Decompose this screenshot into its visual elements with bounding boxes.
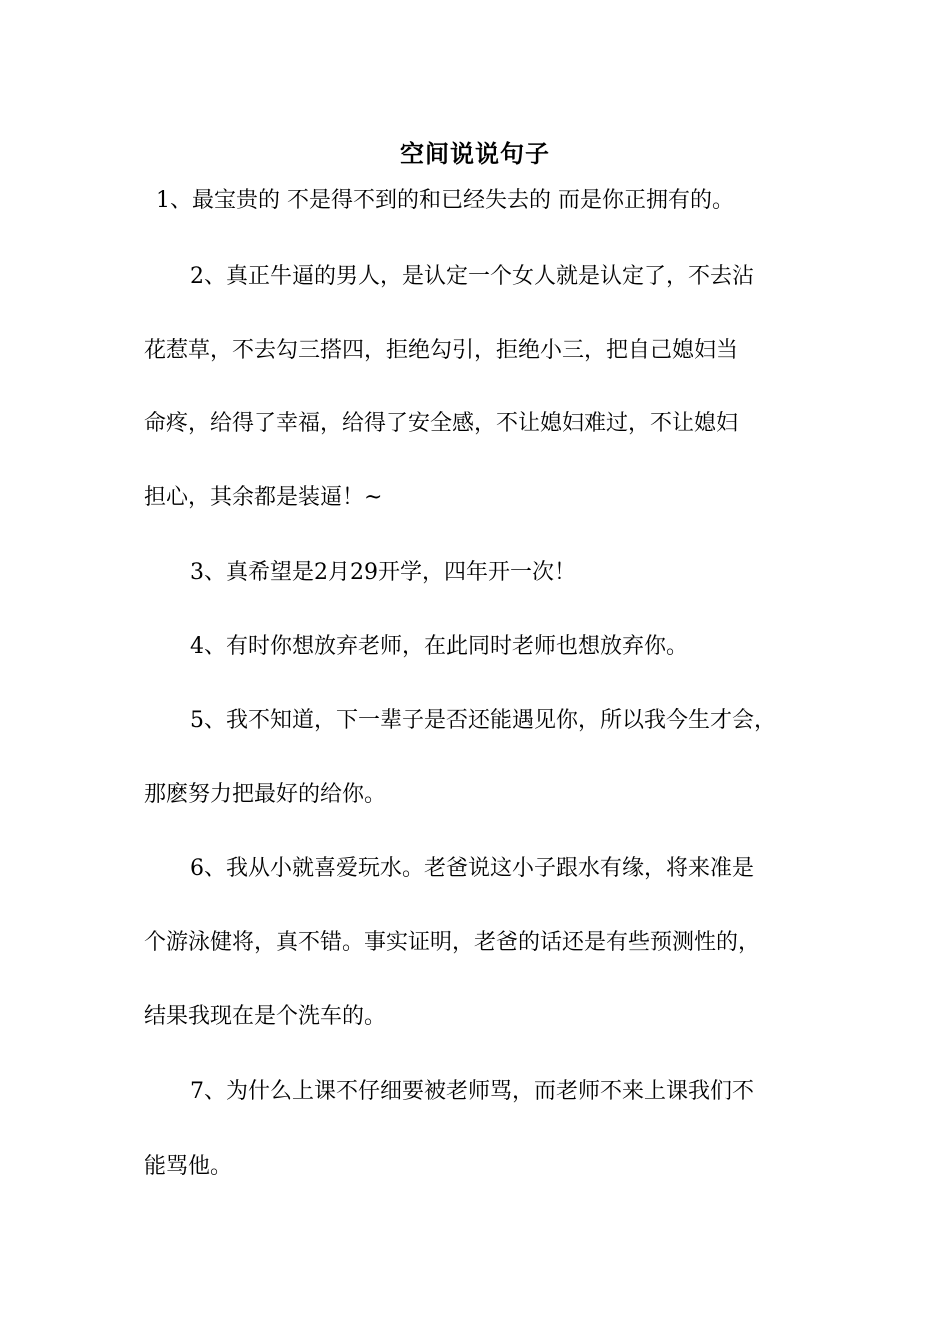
paragraph-line: 担心，其余都是装逼！~	[144, 485, 383, 510]
paragraph-line: 那麽努力把最好的给你。	[144, 782, 387, 807]
paragraph-line: 1、最宝贵的 不是得不到的和已经失去的 而是你正拥有的。	[156, 188, 734, 213]
paragraph-line: 7、为什么上课不仔细要被老师骂，而老师不来上课我们不	[190, 1079, 754, 1104]
paragraph-line: 2、真正牛逼的男人，是认定一个女人就是认定了，不去沾	[190, 264, 754, 289]
paragraph-line: 3、真希望是2月29开学，四年开一次！	[190, 560, 576, 585]
document-title: 空间说说句子	[400, 140, 550, 168]
paragraph-line: 花惹草，不去勾三搭四，拒绝勾引，拒绝小三，把自己媳妇当	[144, 338, 739, 363]
paragraph-line: 6、我从小就喜爱玩水。老爸说这小子跟水有缘，将来准是	[190, 856, 754, 881]
paragraph-line: 命疼，给得了幸福，给得了安全感，不让媳妇难过，不让媳妇	[144, 411, 739, 436]
paragraph-line: 能骂他。	[144, 1154, 233, 1179]
paragraph-line: 5、我不知道，下一辈子是否还能遇见你，所以我今生才会，	[190, 708, 776, 733]
paragraph-line: 个游泳健将，真不错。事实证明，老爸的话还是有些预测性的，	[144, 930, 761, 955]
paragraph-line: 4、有时你想放弃老师，在此同时老师也想放弃你。	[190, 634, 688, 659]
paragraph-line: 结果我现在是个洗车的。	[144, 1004, 387, 1029]
